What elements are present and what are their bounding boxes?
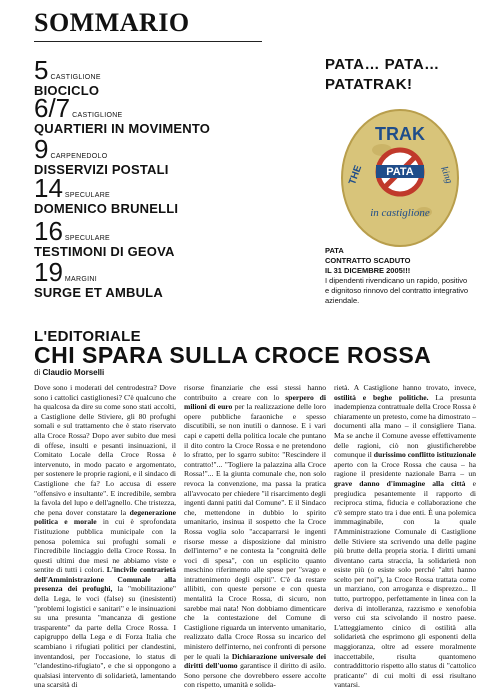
entry-headline: TESTIMONI DI GEOVA xyxy=(34,244,175,259)
editorial-byline xyxy=(34,368,104,377)
potato-logo-icon xyxy=(320,100,480,250)
text-run: in cui è sprofondata l'istituzione pubblica municipale con la penosa polemica sui profughi somali e l'incredibile linciaggio della Croce Rossa. In questi ultimi due mesi ne abbiamo viste e sentite di tutti i colori. xyxy=(34,517,176,575)
caption-section: PATA xyxy=(325,246,344,255)
text-run: La presunta inadempienza contrattuale della Croce Rossa è chiaramente un pretesto, come ha dimostrato – documenti alla mano – il consigliere Tiana. Ma se anche il Comune avesse effettivamente delle ragioni, ciò non giustificherebbe comunque il xyxy=(334,392,477,460)
pata-logo xyxy=(320,100,480,255)
sommario-entry[interactable] xyxy=(34,55,284,98)
editorial-column-2 xyxy=(184,383,326,690)
box-caption xyxy=(325,246,470,306)
sommario-entry[interactable] xyxy=(34,216,284,259)
editorial-label: L'EDITORIALE xyxy=(34,328,141,345)
entry-headline: SURGE ET AMBULA xyxy=(34,285,163,300)
bold-run: L'incivile contrarietà dell'Amministrazione Comunale alla presenza dei profughi, xyxy=(34,565,176,594)
page-number: 14 xyxy=(34,173,63,203)
byline-prefix: di xyxy=(34,368,41,377)
entry-headline: QUARTIERI IN MOVIMENTO xyxy=(34,121,211,136)
text-run: aperto con la Croce Rossa che causa – ha ragione il presidente nazionale Barra – un xyxy=(334,459,476,479)
box-title-line: PATA… PATA… xyxy=(325,56,440,73)
entry-headline: DOMENICO BRUNELLI xyxy=(34,201,179,216)
bold-run: degenerazione politica e morale xyxy=(34,507,176,527)
caption-headline: IL 31 DICEMBRE 2005!!! xyxy=(325,266,411,275)
text-run: la "mobilitazione" della Lega, le voci (false) su (inesistenti) "problemi logistici e sanitari" e le insinuazioni su una presunta "mancanza di gestione trasparente" da parte della Croce Rossa. I capigruppo della Lega e di Forza Italia che scambiano i rifugiati politici per clandestini, inventandosi, per l'occasione, lo status di "clandestino-rifugiato", e che si oppongono a qualsiasi intervento di solidarietà, lamentando una scarsità di xyxy=(34,584,176,690)
text-run: garantisce il diritto di asilo. Sono persone che dovrebbero essere accolte con rispetto, umanità e solida- xyxy=(184,661,326,690)
text-run: risorse finanziarie che essi stessi hanno contribuito a creare con lo xyxy=(184,383,326,402)
section-label: MARGINI xyxy=(64,276,97,283)
page-number: 6/7 xyxy=(34,93,71,123)
section-label: SPECULARE xyxy=(64,235,111,242)
logo-in-castiglione: in castiglione xyxy=(370,207,430,219)
editorial-column-1 xyxy=(34,383,176,690)
box-title-line: PATATRAK! xyxy=(325,76,413,93)
page-number: 19 xyxy=(34,257,63,287)
section-label: CASTIGLIONE xyxy=(50,74,101,81)
page-number: 9 xyxy=(34,134,49,164)
caption-headline: CONTRATTO SCADUTO xyxy=(325,256,411,265)
bold-run: sperpero di milioni di euro xyxy=(184,392,326,412)
section-label: CASTIGLIONE xyxy=(72,112,123,119)
editorial-title: CHI SPARA SULLA CROCE ROSSA xyxy=(34,342,432,368)
sommario-entry[interactable] xyxy=(34,93,284,136)
logo-the: THE xyxy=(347,163,365,187)
editorial-column-3 xyxy=(334,383,476,690)
sommario-entry[interactable] xyxy=(34,173,284,216)
box-title xyxy=(325,55,475,95)
sommario-entry[interactable] xyxy=(34,134,284,177)
byline-author: Claudio Morselli xyxy=(42,368,105,377)
entry-headline: BIOCICLO xyxy=(34,83,100,98)
text-run: e pregiudica pesantemente il rapporto di reciproca stima, fiducia e collaborazione che c'è sempre stato tra i due enti. È una polemica immmaginabile, con la quale l'Amministrazione Comunale di Castiglione delle Stiviere sta scrivendo una delle pagine più brutte della propria storia. I diritti umani diventano carta straccia, la solidarietà non esiste più (o esiste solo perché "altri hanno scelto per noi"), la Croce Rossa trattata come un marziano, con arroganza e disprezzo... Il tutto, purtroppo, perfettamente in linea con la deriva di intolleranza, razzismo e xenofobia verso cui sta scivolando il nostro paese. L'atteggiamento cinico di ostilità alla solidarietà che esprimono gli esponenti della maggioranza, oltre ad essere moralmente inaccettabile, risulta quantomeno contraddittorio rispetto allo status di "cattolico praticante" di cui molti di essi risultano vantarsi. xyxy=(334,478,476,690)
bold-run: Dichiarazione universale dei diritti dell'uomo xyxy=(184,651,327,671)
column-text xyxy=(34,383,176,690)
column-text xyxy=(184,383,326,690)
sommario-title: SOMMARIO xyxy=(34,8,190,37)
section-label: CARPENEDOLO xyxy=(50,153,108,160)
sommario-entry[interactable] xyxy=(34,257,284,300)
text-run: rietà. A Castiglione hanno trovato, invece, xyxy=(334,383,476,392)
sommario-rule xyxy=(34,41,262,42)
logo-king: king xyxy=(438,165,455,186)
column-text xyxy=(334,383,476,690)
caption-text: I dipendenti rivendicano un rapido, positivo e dignitoso rinnovo del contratto integrativo aziendale. xyxy=(325,276,469,305)
bold-run: grave danno d'immagine alla città xyxy=(334,478,466,488)
entry-headline: DISSERVIZI POSTALI xyxy=(34,162,169,177)
bold-run: ostilità e beghe politiche. xyxy=(334,392,429,402)
bold-run: durissimo conflitto istituzionale xyxy=(373,450,476,460)
logo-pata: PATA xyxy=(386,166,414,178)
page-number: 16 xyxy=(34,216,63,246)
text-run: per la realizzazione delle loro opere pubbliche faraoniche e spesso discutibili, se non inutili o dannose. E i vari capi e capetti della politica locale che puntano il dito contro la Croce Rossa e ne pretendono lo sfratto, per lo sgarro subito: "Rescindere il contratto!"... "Togliere la palazzina alla Croce Rossa!"... E la giunta comunale che, non solo revoca la convenzione, ma passa la pratica all'avvocato per chiedere "il risarcimento degli ingenti danni patiti dal Comune". E il Sindaco che, mettendone in dubbio lo spirito umanitario, insinua il sospetto che la Croce Rossa voglia solo "accaparrarsi le ingenti risorse messe a disposizione dal ministro dell'interno" e ne contesta la "congruità delle voci di spesa", con un esplicito quanto meschino riferimento alle spese per "svago e intrattenimento degli ospiti". C'è da restare allibiti, con queste persone e con questa mentalità la Croce Rossa, di sicuro, non sarebbe mai nata! Non dobbiamo dimenticare che la contestazione del Comune di Castiglione riguarda un intervento umanitario, realizzato dalla Croce Rossa su incarico del ministero dell'interno, nei confronti di persone per le quali la xyxy=(184,402,326,661)
logo-trak: TRAK xyxy=(375,124,425,144)
page-number: 5 xyxy=(34,55,49,85)
text-run: Dove sono i moderati del centrodestra? Dove sono i cattolici castiglionesi? C'è qualcuno che ha qualcosa da dire su come sono stati accolti, a Castiglione delle Stiviere, gli 80 profughi somali e sul trattamento che è stato riservato alla Croce Rossa? Dopo aver subito due mesi di offese, insulti e pesanti insinuazioni, il Comitato Locale della Croce Rossa è intervenuto, in modo pacato e argomentato, per sostenere le proprie ragioni, e il sindaco di Castiglione che fa? Lo accusa di essere "offensivo e insultante". E incredibile, sembra la favola del lupo e dell'agnello. Che tristezza, che pena dover constatare la xyxy=(34,383,176,517)
section-label: SPECULARE xyxy=(64,192,111,199)
